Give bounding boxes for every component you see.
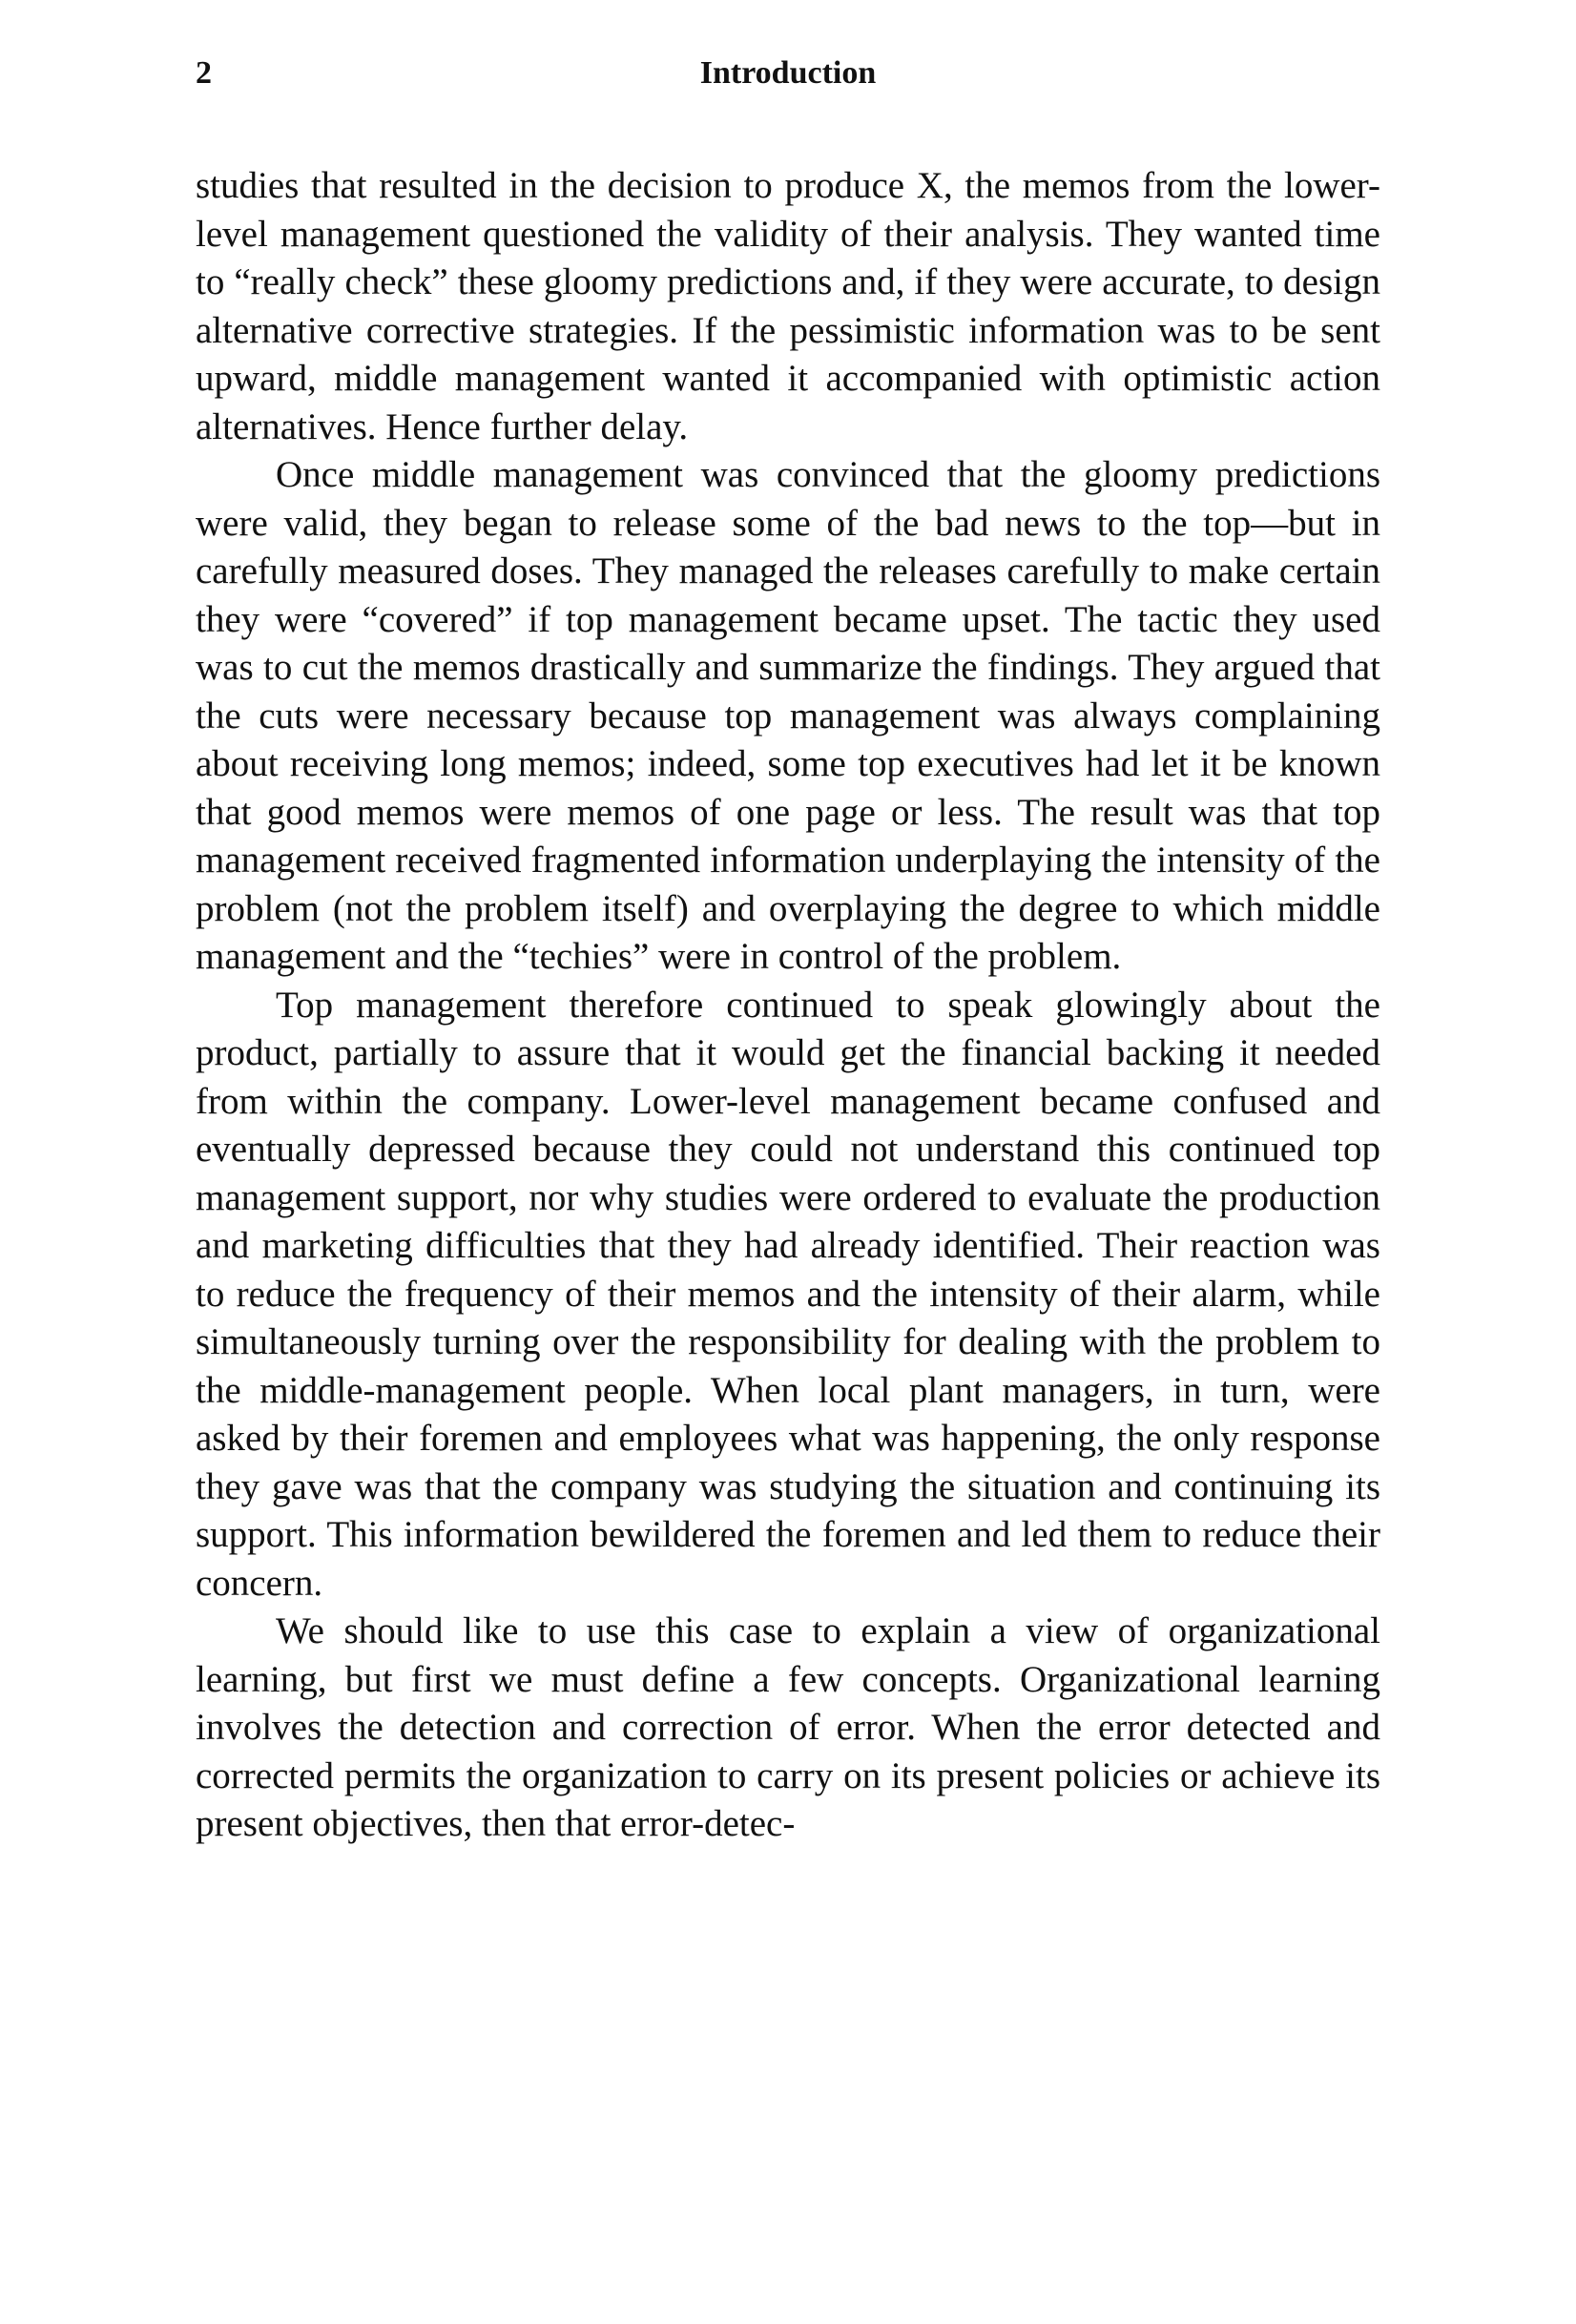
paragraph-1: studies that resulted in the decision to produce X, the memos from the lower-level management questioned the validity of their analysis. They wanted time to “really check” these gloomy predictions and, if they were accurate, to design alternative corrective strategies. If the pessimistic information was to be sent upward, middle management wanted it accompanied with optimistic action alternatives. Hence further delay. bbox=[196, 165, 1380, 447]
running-head bbox=[196, 50, 1380, 97]
paragraph-4: We should like to use this case to explain a view of organizational learning, but first we must define a few concepts. Organizational learning involves the detection and correction of error. When the error detected and corrected permits the organization to carry on its present policies or achieve its present objectives, then that error-detec- bbox=[196, 1610, 1380, 1844]
chapter-title: Introduction bbox=[699, 55, 877, 91]
paragraph-3: Top management therefore continued to speak glowingly about the product, partially to assure that it would get the financial backing it needed from within the company. Lower-level management became confused and eventually depressed because they could not understand this continued top management support, nor why studies were ordered to evaluate the production and marketing difficulties that they had already identified. Their reaction was to reduce the frequency of their memos and the intensity of their alarm, while simultaneously turning over the responsibility for dealing with the problem to the middle-management people. When local plant managers, in turn, were asked by their foremen and employees what was happening, the only response they gave was that the company was studying the situation and continuing its support. This information bewildered the foremen and led them to reduce their concern. bbox=[196, 984, 1380, 1604]
page-number: 2 bbox=[196, 55, 212, 91]
body-text bbox=[196, 162, 1380, 1849]
paragraph-2: Once middle management was convinced that the gloomy predictions were valid, they began to release some of the bad news to the top—but in carefully measured doses. They managed the releases carefully to make certain they were “covered” if top management became upset. The tactic they used was to cut the memos drastically and summarize the findings. They argued that the cuts were necessary because top management was always complaining about receiving long memos; indeed, some top executives had let it be known that good memos were memos of one page or less. The result was that top management received fragmented information underplaying the intensity of the problem (not the problem itself) and overplaying the degree to which middle management and the “techies” were in control of the problem. bbox=[196, 454, 1380, 977]
